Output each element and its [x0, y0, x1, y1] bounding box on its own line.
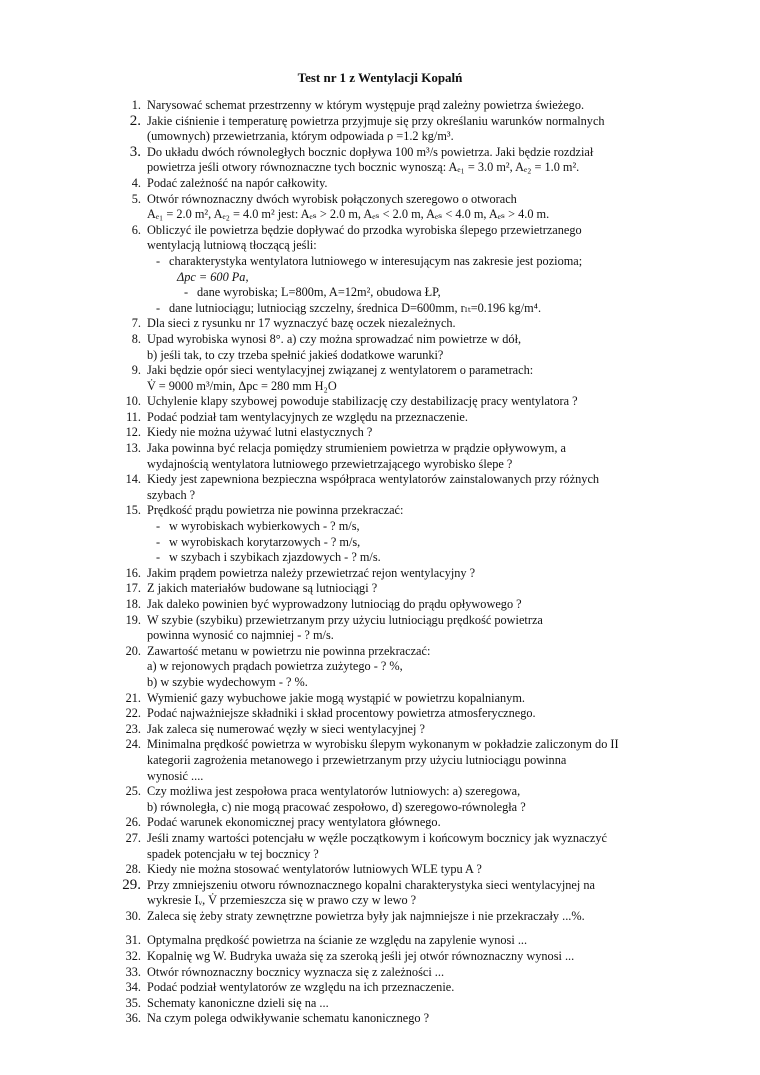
question-line: Jak daleko powinien być wyprowadzony lutniociąg do prądu opływowego ?: [147, 597, 522, 611]
question-item: [120, 316, 720, 332]
question-line: Dla sieci z rysunku nr 17 wyznaczyć bazę oczek niezależnych.: [147, 316, 456, 331]
question-line: kategorii zagrożenia metanowego i przewietrzanym przy użyciu lutniociągu powinna: [147, 752, 567, 767]
question-item: [120, 815, 720, 831]
question-number: 2.: [129, 112, 141, 129]
question-number: 8.: [131, 331, 141, 346]
question-number: 5.: [131, 191, 141, 206]
question-item: [120, 98, 720, 114]
sub-item: [147, 301, 720, 317]
sub-item-text: Δpc = 600 Pa,: [177, 269, 249, 284]
question-text: [147, 363, 720, 394]
question-text: [147, 114, 720, 145]
question-number: 26.: [125, 815, 141, 830]
question-line: Jakim prądem powietrza należy przewietrzać rejon wentylacyjny ?: [147, 565, 476, 580]
question-item: [120, 176, 720, 192]
question-number: 33.: [125, 964, 141, 979]
question-line: Jak zaleca się numerować węzły w sieci wentylacyjnej ?: [147, 721, 425, 736]
question-number: 35.: [125, 995, 141, 1010]
question-number: 23.: [125, 721, 141, 736]
question-item: [120, 722, 720, 738]
question-number: 1.: [131, 98, 141, 112]
question-text: [147, 980, 720, 996]
question-text: [147, 145, 720, 176]
question-number: 12.: [125, 425, 141, 440]
sub-item: [147, 519, 720, 535]
sub-item: [147, 535, 720, 551]
question-line: Kiedy nie można stosować wentylatorów lutniowych WLE typu A ?: [147, 862, 482, 877]
question-line: Kopalnię wg W. Budryka uważa się za szeroką jeśli jej otwór równoznaczny wynosi ...: [147, 949, 575, 964]
question-line: wykresie Iᵥ, V̇ przemieszcza się w prawo czy w lewo ?: [147, 893, 417, 908]
question-list: [120, 98, 720, 1027]
question-line: Jaki będzie opór sieci wentylacyjnej związanej z wentylatorem o parametrach:: [147, 363, 534, 378]
question-line: Otwór równoznaczny dwóch wyrobisk połączonych szeregowo o otworach: [147, 191, 517, 206]
sub-item-text: dane lutniociągu; lutniociąg szczelny, średnica D=600mm, rₗₜ=0.196 kg/m⁴.: [169, 300, 542, 315]
question-number: 4.: [131, 175, 141, 190]
question-number: 24.: [125, 737, 141, 752]
question-number: 30.: [125, 908, 141, 923]
question-text: [147, 223, 720, 317]
sub-item-text: w szybach i szybikach zjazdowych - ? m/s.: [169, 550, 381, 565]
question-item: [120, 192, 720, 223]
question-line: Zaleca się żeby straty zewnętrzne powietrza były jak najmniejsze i nie przekraczały ...%.: [147, 908, 585, 923]
page-title: Test nr 1 z Wentylacji Kopalń: [297, 70, 463, 85]
question-number: 21.: [125, 690, 141, 705]
question-line: Optymalna prędkość powietrza na ścianie ze względu na zapylenie wynosi ...: [147, 933, 528, 948]
question-text: [147, 410, 720, 426]
question-line: Na czym polega odwikływanie schematu kanonicznego ?: [147, 1011, 430, 1026]
question-line: W szybie (szybiku) przewietrzanym przy użyciu lutniociągu prędkość powietrza: [147, 612, 543, 627]
question-line: Kiedy jest zapewniona bezpieczna współpraca wentylatorów zainstalowanych przy różnych: [147, 472, 600, 487]
question-text: [147, 706, 720, 722]
question-text: [147, 472, 720, 503]
question-line: Aₑ₁ = 2.0 m², Aₑ₂ = 4.0 m² jest: Aₑₛ > 2.0 m, Aₑₛ < 2.0 m, Aₑₛ < 4.0 m, Aₑₛ > 4.0 m.: [147, 207, 550, 222]
question-text: [147, 192, 720, 223]
question-text: [147, 332, 720, 363]
question-number: 6.: [131, 222, 141, 237]
question-item: [120, 613, 720, 644]
question-number: 20.: [125, 643, 141, 658]
question-item: [120, 597, 720, 613]
question-item: [120, 706, 720, 722]
question-line: Prędkość prądu powietrza nie powinna przekraczać:: [147, 503, 404, 518]
question-item: [120, 114, 720, 145]
section-gap: [120, 924, 720, 933]
question-line: Podać podział wentylatorów ze względu na ich przeznaczenie.: [147, 980, 455, 995]
question-item: [120, 410, 720, 426]
question-line: Kiedy nie można używać lutni elastycznych ?: [147, 425, 373, 440]
question-item: [120, 1011, 720, 1027]
question-line: Schematy kanoniczne dzieli się na ...: [147, 995, 329, 1010]
question-line: Podać podział tam wentylacyjnych ze względu na przeznaczenie.: [147, 409, 468, 424]
question-item: [120, 644, 720, 691]
question-item: [120, 503, 720, 565]
question-line: Podać zależność na napór całkowity.: [147, 175, 328, 190]
question-text: [147, 1011, 720, 1027]
question-line: Jakie ciśnienie i temperaturę powietrza przyjmuje się przy określaniu warunków normalnych: [147, 113, 605, 128]
question-item: [120, 831, 720, 862]
question-line: powinna wynosić co najmniej - ? m/s.: [147, 628, 334, 643]
question-number: 19.: [125, 612, 141, 627]
question-item: [120, 784, 720, 815]
sub-item-text: w wyrobiskach korytarzowych - ? m/s,: [169, 534, 361, 549]
question-text: [147, 597, 720, 613]
question-text: [147, 909, 720, 925]
question-item: [120, 566, 720, 582]
question-number: 25.: [125, 784, 141, 799]
question-number: 11.: [126, 409, 141, 424]
question-text: [147, 425, 720, 441]
question-text: [147, 644, 720, 691]
question-item: [120, 394, 720, 410]
question-line: spadek potencjału w tej bocznicy ?: [147, 846, 319, 861]
question-number: 28.: [125, 862, 141, 877]
question-line: Podać najważniejsze składniki i skład procentowy powietrza atmosferycznego.: [147, 706, 536, 721]
question-line: powietrza jeśli otwory równoznaczne tych bocznic wynoszą: Aₑ₁ = 3.0 m², Aₑ₂ = 1.0 m².: [147, 160, 580, 175]
question-number: 29.: [122, 876, 141, 893]
question-number: 34.: [125, 980, 141, 995]
question-text: [147, 965, 720, 981]
bullet-dash: -: [155, 253, 161, 268]
question-line: (umownych) przewietrzania, którym odpowiada ρ =1.2 kg/m³.: [147, 129, 454, 144]
question-item: [120, 737, 720, 784]
question-line: Obliczyć ile powietrza będzie dopływać do przodka wyrobiska ślepego przewietrzanego: [147, 222, 582, 237]
sub-item-text: w wyrobiskach wybierkowych - ? m/s,: [169, 519, 360, 534]
question-line: szybach ?: [147, 487, 196, 502]
question-line: wynosić ....: [147, 768, 204, 783]
question-item: [120, 980, 720, 996]
question-number: 18.: [125, 597, 141, 611]
sub-item: [147, 254, 720, 270]
question-line: wentylacją lutniową tłoczącą jeśli:: [147, 238, 317, 253]
bullet-dash: -: [155, 519, 161, 534]
question-line: Podać warunek ekonomicznej pracy wentylatora głównego.: [147, 815, 441, 830]
question-text: [147, 949, 720, 965]
bullet-dash: -: [155, 300, 161, 315]
question-text: [147, 691, 720, 707]
question-number: 10.: [125, 394, 141, 409]
question-text: [147, 503, 720, 565]
question-item: [120, 145, 720, 176]
question-number: 15.: [125, 503, 141, 518]
question-item: [120, 878, 720, 909]
question-number: 17.: [125, 581, 141, 596]
question-number: 16.: [125, 565, 141, 580]
question-number: 9.: [131, 363, 141, 378]
question-text: [147, 441, 720, 472]
question-text: [147, 98, 720, 114]
bullet-dash: -: [155, 550, 161, 565]
question-line: Jaka powinna być relacja pomiędzy strumieniem powietrza w prądzie opływowym, a: [147, 441, 566, 456]
sub-item: [147, 550, 720, 566]
question-line: V̇ = 9000 m³/min, Δpc = 280 mm H₂O: [147, 378, 337, 393]
question-line: Przy zmniejszeniu otworu równoznacznego kopalni charakterystyka sieci wentylacyjnej na: [147, 877, 595, 892]
question-line: Z jakich materiałów budowane są lutniociągi ?: [147, 581, 378, 596]
question-line: Zawartość metanu w powietrzu nie powinna przekraczać:: [147, 643, 431, 658]
bullet-dash: -: [183, 285, 189, 300]
question-line: Upad wyrobiska wynosi 8°. a) czy można sprowadzać nim powietrze w dół,: [147, 331, 522, 346]
question-item: [120, 691, 720, 707]
question-item: [120, 223, 720, 317]
question-line: Narysować schemat przestrzenny w którym występuje prąd zależny powietrza świeżego.: [147, 98, 585, 112]
question-number: 27.: [125, 830, 141, 845]
question-item: [120, 862, 720, 878]
question-line: wydajnością wentylatora lutniowego przewietrzającego wyrobisko ślepe ?: [147, 456, 513, 471]
question-text: [147, 737, 720, 784]
question-item: [120, 933, 720, 949]
question-line: Do układu dwóch równoległych bocznic dopływa 100 m³/s powietrza. Jaki będzie rozdział: [147, 144, 594, 159]
question-text: [147, 831, 720, 862]
question-line: b) w szybie wydechowym - ? %.: [147, 674, 308, 689]
question-text: [147, 933, 720, 949]
question-number: 14.: [125, 472, 141, 487]
question-text: [147, 996, 720, 1012]
question-line: Jeśli znamy wartości potencjału w węźle początkowym i końcowym bocznicy jak wyznaczyć: [147, 830, 607, 845]
question-line: a) w rejonowych prądach powietrza zużytego - ? %,: [147, 659, 403, 674]
question-text: [147, 394, 720, 410]
question-text: [147, 316, 720, 332]
question-item: [120, 949, 720, 965]
sub-item: [147, 285, 720, 301]
question-text: [147, 613, 720, 644]
bullet-dash: -: [155, 534, 161, 549]
question-item: [120, 441, 720, 472]
question-item: [120, 363, 720, 394]
sub-item-text: charakterystyka wentylatora lutniowego w interesującym nas zakresie jest pozioma;: [169, 253, 583, 268]
question-line: Minimalna prędkość powietrza w wyrobisku ślepym wykonanym w pokładzie zaliczonym do II: [147, 737, 619, 752]
question-text: [147, 815, 720, 831]
question-item: [120, 472, 720, 503]
question-number: 32.: [125, 949, 141, 964]
question-item: [120, 909, 720, 925]
sub-item-text: dane wyrobiska; L=800m, A=12m², obudowa ŁP,: [197, 285, 441, 300]
question-text: [147, 722, 720, 738]
question-number: 22.: [125, 706, 141, 721]
question-number: 36.: [125, 1011, 141, 1026]
bullet-dash: [147, 270, 169, 286]
question-line: Wymienić gazy wybuchowe jakie mogą wystąpić w powietrzu kopalnianym.: [147, 690, 525, 705]
question-text: [147, 581, 720, 597]
sub-item: [147, 270, 720, 286]
question-text: [147, 878, 720, 909]
question-text: [147, 566, 720, 582]
question-text: [147, 176, 720, 192]
question-number: 7.: [131, 316, 141, 331]
question-line: b) jeśli tak, to czy trzeba spełnić jakieś dodatkowe warunki?: [147, 347, 444, 362]
question-item: [120, 996, 720, 1012]
question-number: 13.: [125, 441, 141, 456]
question-item: [120, 965, 720, 981]
question-item: [120, 581, 720, 597]
question-item: [120, 332, 720, 363]
question-line: Uchylenie klapy szybowej powoduje stabilizację czy destabilizację pracy wentylatora ?: [147, 394, 578, 409]
question-line: b) równoległa, c) nie mogą pracować zespołowo, d) szeregowo-równoległa ?: [147, 799, 526, 814]
question-line: Otwór równoznaczny bocznicy wyznacza się z zależności ...: [147, 964, 445, 979]
question-number: 31.: [125, 933, 141, 948]
question-text: [147, 862, 720, 878]
question-item: [120, 425, 720, 441]
question-text: [147, 784, 720, 815]
question-number: 3.: [129, 143, 141, 160]
question-line: Czy możliwa jest zespołowa praca wentylatorów lutniowych: a) szeregowa,: [147, 784, 521, 799]
